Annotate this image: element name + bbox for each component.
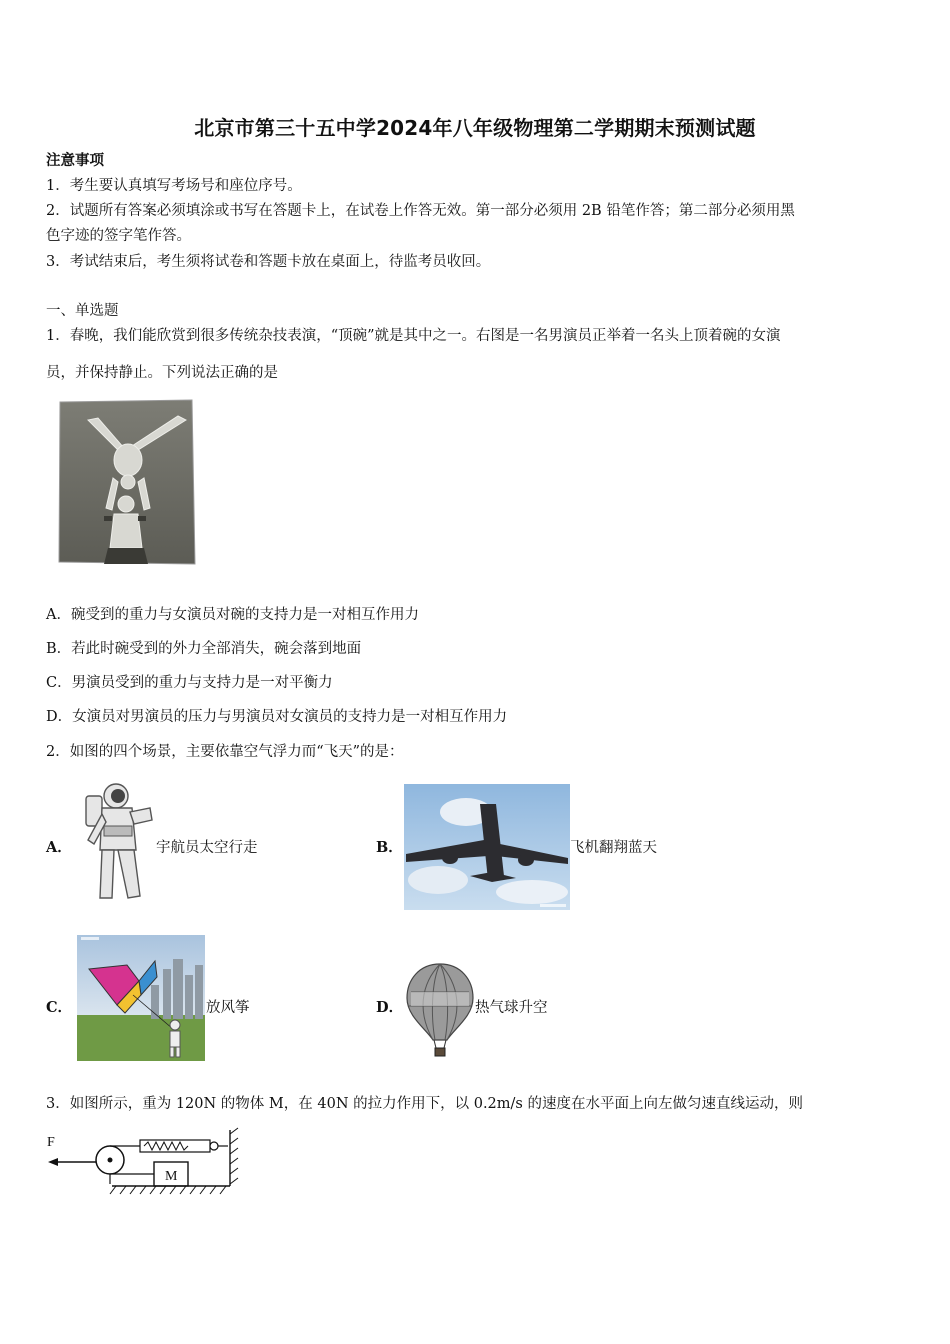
q1-stem-line1: 1．春晚，我们能欣赏到很多传统杂技表演，“顶碗”就是其中之一。右图是一名男演员正举着一名头上顶着碗的女演: [46, 328, 781, 344]
q2-option-c-caption: 放风筝: [206, 1000, 250, 1016]
q2-option-b-caption: 飞机翻翔蓝天: [570, 840, 657, 856]
q1-option-b: B．若此时碗受到的外力全部消失，碗会落到地面: [46, 641, 362, 657]
q1-option-d: D．女演员对男演员的压力与男演员对女演员的支持力是一对相互作用力: [46, 709, 508, 725]
q1-option-a: A．碗受到的重力与女演员对碗的支持力是一对相互作用力: [46, 607, 419, 623]
q2-option-d-caption: 热气球升空: [475, 1000, 548, 1016]
section-heading: 一、单选题: [46, 303, 119, 319]
q2-option-d-label: D．: [376, 999, 404, 1016]
notice-item-2-cont: 色字迹的签字笔作答。: [46, 228, 191, 244]
q2-option-c-label: C．: [46, 999, 73, 1016]
notice-item-2: 2．试题所有答案必须填涂或书写在答题卡上，在试卷上作答无效。第一部分必须用 2B 铅笔作答；第二部分必须用黑: [46, 203, 795, 219]
airplane-image: [404, 784, 570, 910]
notice-heading: 注意事项: [46, 152, 104, 169]
block-label: M: [165, 1169, 178, 1184]
notice-item-3: 3．考试结束后，考生须将试卷和答题卡放在桌面上，待监考员收回。: [46, 254, 491, 270]
q1-option-c: C．男演员受到的重力与支持力是一对平衡力: [46, 675, 333, 691]
astronaut-image: [78, 780, 154, 908]
hot-air-balloon-image: [405, 962, 475, 1058]
q2-option-b-label: B．: [376, 839, 403, 856]
q3-stem: 3．如图所示，重为 120N 的物体 M，在 40N 的拉力作用下，以 0.2m/s 的速度在水平面上向左做匀速直线运动，则: [46, 1096, 803, 1112]
kite-image: [77, 935, 205, 1061]
force-arrow-head: [48, 1158, 58, 1166]
force-label: F: [47, 1135, 55, 1150]
q2-option-a-label: A．: [46, 839, 72, 856]
q2-stem: 2．如图的四个场景，主要依靠空气浮力而“飞天”的是：: [46, 744, 404, 760]
q1-acrobat-photo: [58, 398, 196, 566]
notice-item-1: 1．考生要认真填写考场号和座位序号。: [46, 178, 302, 194]
q2-option-a-caption: 宇航员太空行走: [156, 840, 258, 856]
page-title: 北京市第三十五中学2024年八年级物理第二学期期末预测试题: [194, 116, 756, 140]
q3-pulley-figure: [44, 1124, 244, 1204]
q1-stem-line2: 员，并保持静止。下列说法正确的是: [46, 365, 278, 381]
